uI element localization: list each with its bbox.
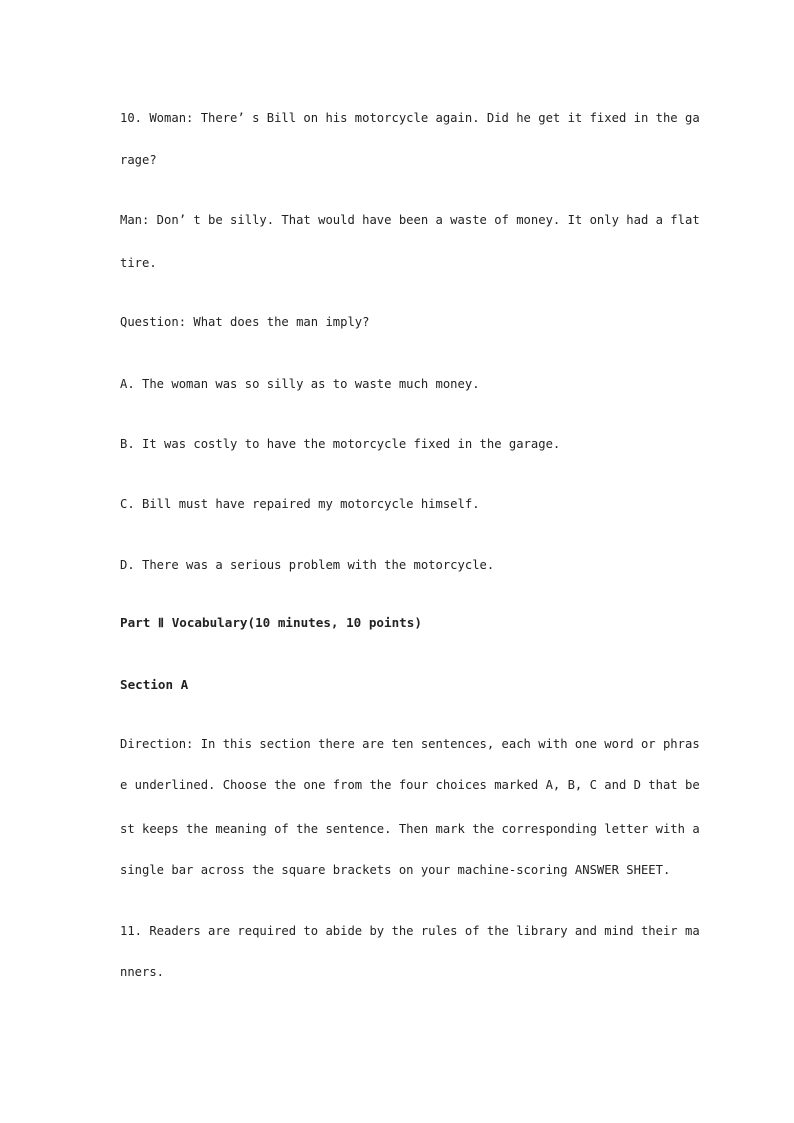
direction-line-4: single bar across the square brackets on your machine-scoring ANSWER SHEET. [120,863,671,877]
q10-man-line-1: Man: Don’ t be silly. That would have been a waste of money. It only had a flat [120,213,700,227]
q10-option-a: A. The woman was so silly as to waste much money. [120,377,480,391]
q11-line-1: 11. Readers are required to abide by the rules of the library and mind their ma [120,924,700,938]
q10-man-line-2: tire. [120,256,157,270]
q10-question: Question: What does the man imply? [120,315,370,329]
direction-line-1: Direction: In this section there are ten sentences, each with one word or phras [120,737,700,751]
direction-line-2: e underlined. Choose the one from the four choices marked A, B, C and D that be [120,778,700,792]
direction-line-3: st keeps the meaning of the sentence. Then mark the corresponding letter with a [120,822,700,836]
q10-option-d: D. There was a serious problem with the motorcycle. [120,558,495,572]
q10-woman-line-2: rage? [120,153,157,167]
q11-line-2: nners. [120,965,165,979]
q10-woman-line-1: 10. Woman: There’ s Bill on his motorcycle again. Did he get it fixed in the ga [120,111,700,125]
q10-option-b: B. It was costly to have the motorcycle fixed in the garage. [120,437,561,451]
part2-heading: Part Ⅱ Vocabulary(10 minutes, 10 points) [120,615,422,630]
section-a-heading: Section A [120,677,189,692]
q10-option-c: C. Bill must have repaired my motorcycle himself. [120,497,480,511]
